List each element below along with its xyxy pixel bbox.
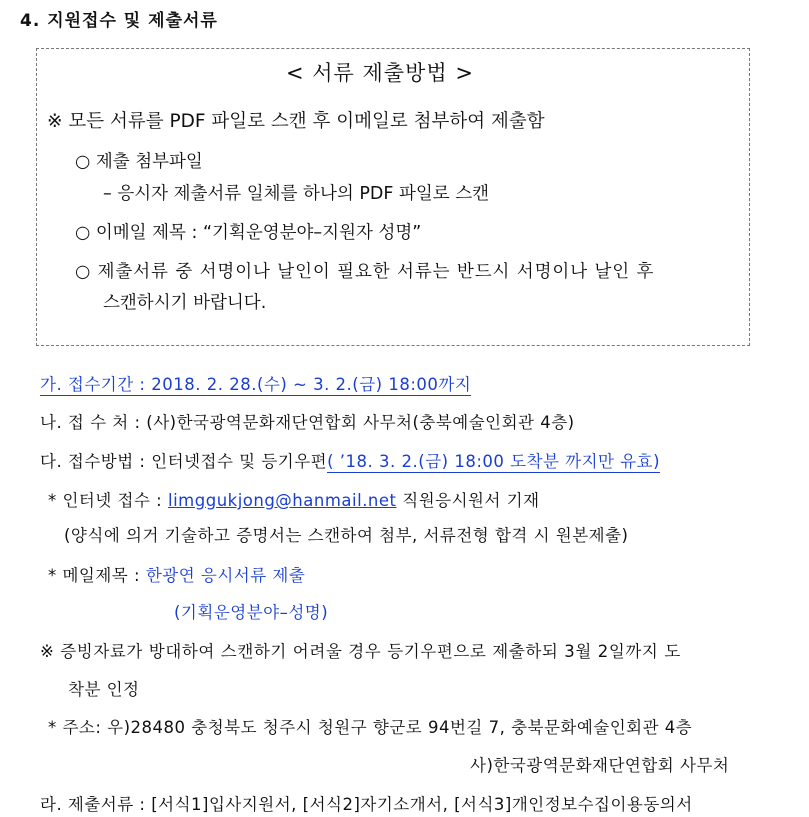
subject-label: * 메일제목 : bbox=[48, 566, 141, 585]
address-cont: 사)한국광역문화재단연합회 사무처 bbox=[470, 756, 730, 775]
box-item-attachment: ○ 제출 첨부파일 bbox=[75, 152, 203, 172]
box-title: < 서류 제출방법 > bbox=[286, 61, 474, 85]
internet-submission bbox=[48, 487, 540, 511]
internet-label: * 인터넷 접수 : bbox=[48, 491, 163, 510]
evidence-note: ※ 증빙자료가 방대하여 스캔하기 어려울 경우 등기우편으로 제출하되 3월 2일까지 도 bbox=[40, 642, 681, 661]
method-deadline-note: ( ’18. 3. 2.(금) 18:00 도착분 까지만 유효) bbox=[327, 452, 661, 471]
box-note: ※ 모든 서류를 PDF 파일로 스캔 후 이메일로 첨부하여 제출함 bbox=[47, 111, 545, 132]
subject-value: 한광연 응시서류 제출 bbox=[145, 566, 306, 585]
box-item-attachment-detail: – 응시자 제출서류 일체를 하나의 PDF 파일로 스캔 bbox=[103, 184, 490, 204]
application-office: 나. 접 수 처 : (사)한국광역문화재단연합회 사무처(충북예술인회관 4층) bbox=[40, 413, 575, 432]
box-item-signature: ○ 제출서류 중 서명이나 날인이 필요한 서류는 반드시 서명이나 날인 후 bbox=[75, 262, 655, 282]
box-item-email-subject: ○ 이메일 제목 : “기획운영분야–지원자 성명” bbox=[75, 223, 422, 243]
section-title: 4. 지원접수 및 제출서류 bbox=[20, 11, 218, 31]
mail-subject bbox=[48, 562, 305, 586]
application-period: 가. 접수기간 : 2018. 2. 28.(수) ~ 3. 2.(금) 18:00까지 bbox=[40, 375, 472, 394]
address: * 주소: 우)28480 충청북도 청주시 청원구 향군로 94번길 7, 충북문화예술인회관 4층 bbox=[48, 718, 693, 737]
required-documents: 라. 제출서류 : [서식1]입사지원서, [서식2]자기소개서, [서식3]개인정보수집이용동의서 bbox=[40, 795, 693, 814]
internet-suffix: 직원응시원서 기재 bbox=[402, 491, 540, 510]
evidence-note-cont: 착분 인정 bbox=[68, 680, 140, 699]
application-method bbox=[40, 448, 660, 472]
method-label: 다. 접수방법 : 인터넷접수 및 등기우편 bbox=[40, 452, 328, 471]
subject-value-detail: (기획운영분야–성명) bbox=[174, 603, 329, 622]
box-item-signature-cont: 스캔하시기 바랍니다. bbox=[103, 293, 267, 313]
email-link[interactable]: limggukjong@hanmail.net bbox=[168, 491, 397, 510]
internet-note: (양식에 의거 기술하고 증명서는 스캔하여 첨부, 서류전형 합격 시 원본제출) bbox=[64, 526, 629, 545]
